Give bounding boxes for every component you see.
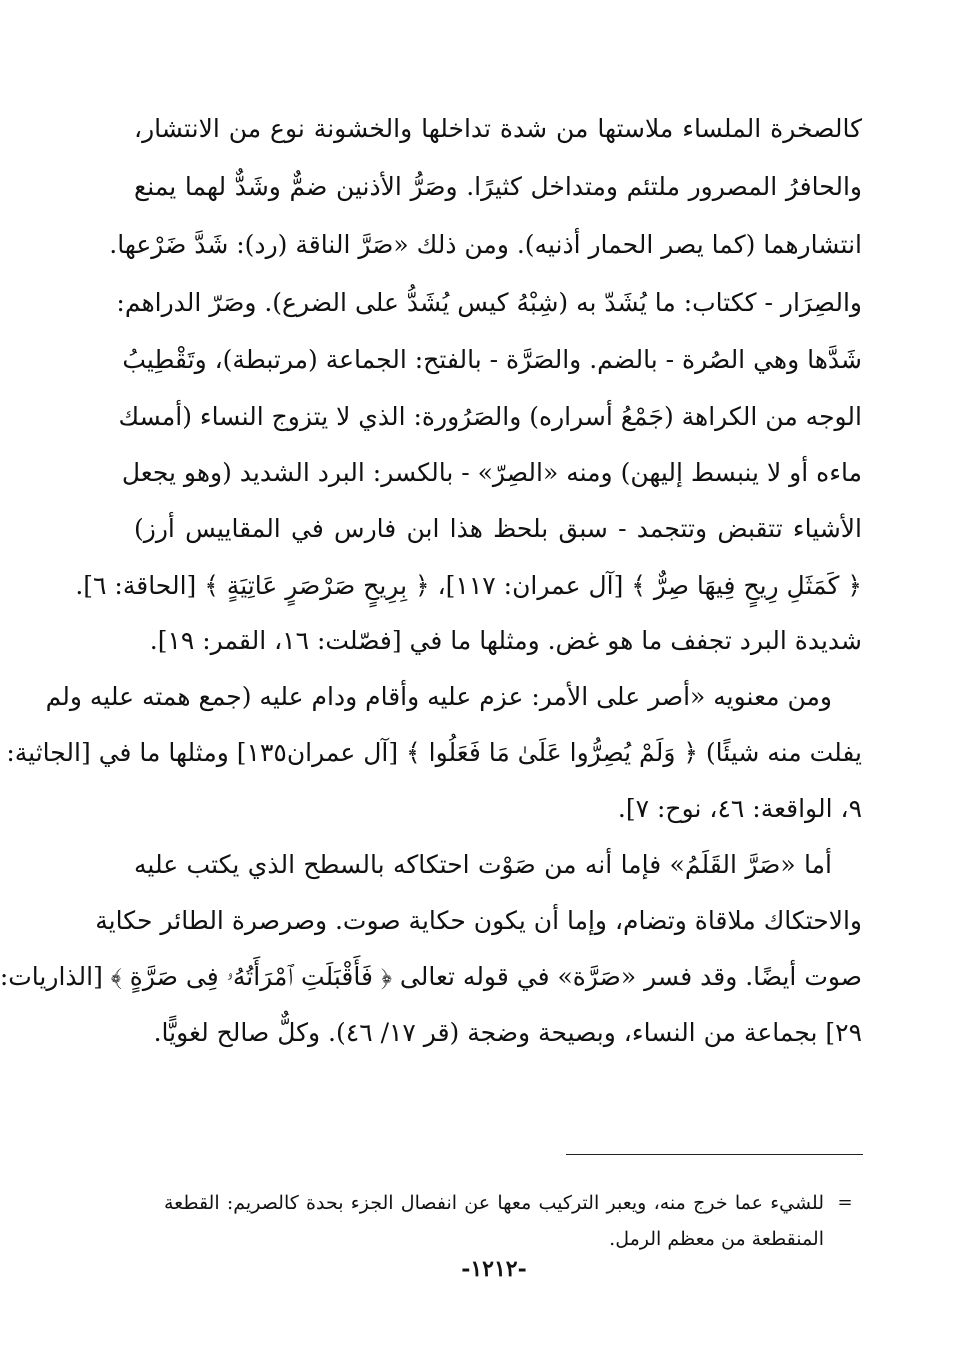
body-line: انتشارهما (كما يصر الحمار أذنيه). ومن ذلك «صَرَّ الناقة (رد): شَدَّ ضَرْعها. (109, 230, 862, 259)
body-line: يفلت منه شيئًا) ﴿ وَلَمْ يُصِرُّوا عَلَىٰ مَا فَعَلُوا ﴾ [آل عمران١٣٥] ومثلها ما في [الجاثية: (6, 738, 862, 767)
body-line: أما «صَرَّ القَلَمُ» فإما أنه من صَوْت احتكاكه بالسطح الذي يكتب عليه (134, 850, 832, 879)
body-line: ماءه أو لا ينبسط إليهن) ومنه «الصِرّ» - بالكسر: البرد الشديد (وهو يجعل (121, 458, 862, 487)
footnote-line: للشيء عما خرج منه، ويعبر التركيب معها عن انفصال الجزء بحدة كالصريم: القطعة (164, 1192, 824, 1214)
body-line: صوت أيضًا. وقد فسر «صَرَّة» في قوله تعالى ﴿ فَأَقْبَلَتِ ٱمْرَأَتُهُۥ فِى صَرَّةٍ ﴾ [الذاريات: (0, 962, 862, 991)
footnote-separator (566, 1154, 863, 1155)
body-line: والصِرَار - ككتاب: ما يُشَدّ به (شِبْهُ كيس يُشَدُّ على الضرع). وصَرّ الدراهم: (116, 288, 862, 317)
body-line: ٢٩] بجماعة من النساء، وبصيحة وضجة (قر ١٧/ ٤٦). وكلٌّ صالح لغويًّا. (153, 1018, 862, 1047)
body-line: شديدة البرد تجفف ما هو غض. ومثلها ما في [فصّلت: ١٦، القمر: ١٩]. (149, 626, 862, 655)
body-line: شَدَّها وهي الصُرة - بالضم. والصَرَّة - بالفتح: الجماعة (مرتبطة)، وتَقْطِيبُ (122, 345, 862, 374)
footnote-marker: = (837, 1192, 853, 1213)
body-line: الوجه من الكراهة (جَمْعُ أسراره) والصَرُورة: الذي لا يتزوج النساء (أمسك (118, 402, 862, 431)
body-line: ومن معنويه «أصر على الأمر: عزم عليه وأقام ودام عليه (جمع همته عليه ولم (45, 682, 832, 711)
body-line: الأشياء تتقبض وتتجمد - سبق بلحظ هذا ابن فارس في المقاييس أرز) (134, 514, 862, 543)
body-line: ٩، الواقعة: ٤٦، نوح: ٧]. (617, 794, 862, 823)
body-line: والحافرُ المصرور ملتئم ومتداخل كثيرًا. وصَرُّ الأذنين ضمٌّ وشَدٌّ لهما يمنع (134, 172, 862, 201)
body-line: كالصخرة الملساء ملاستها من شدة تداخلها والخشونة نوع من الانتشار، (134, 114, 862, 143)
body-line: والاحتكاك ملاقاة وتضام، وإما أن يكون حكاية صوت. وصرصرة الطائر حكاية (95, 906, 862, 935)
body-line: ﴿ كَمَثَلِ رِيحٍ فِيهَا صِرٌّ ﴾ [آل عمران: ١١٧]، ﴿ بِرِيحٍ صَرْصَرٍ عَاتِيَةٍ ﴾ [الحاقة: ٦]. (75, 571, 862, 600)
footnote-line: المنقطعة من معظم الرمل. (609, 1228, 824, 1250)
page-number: -١٢١٢- (461, 1256, 527, 1282)
